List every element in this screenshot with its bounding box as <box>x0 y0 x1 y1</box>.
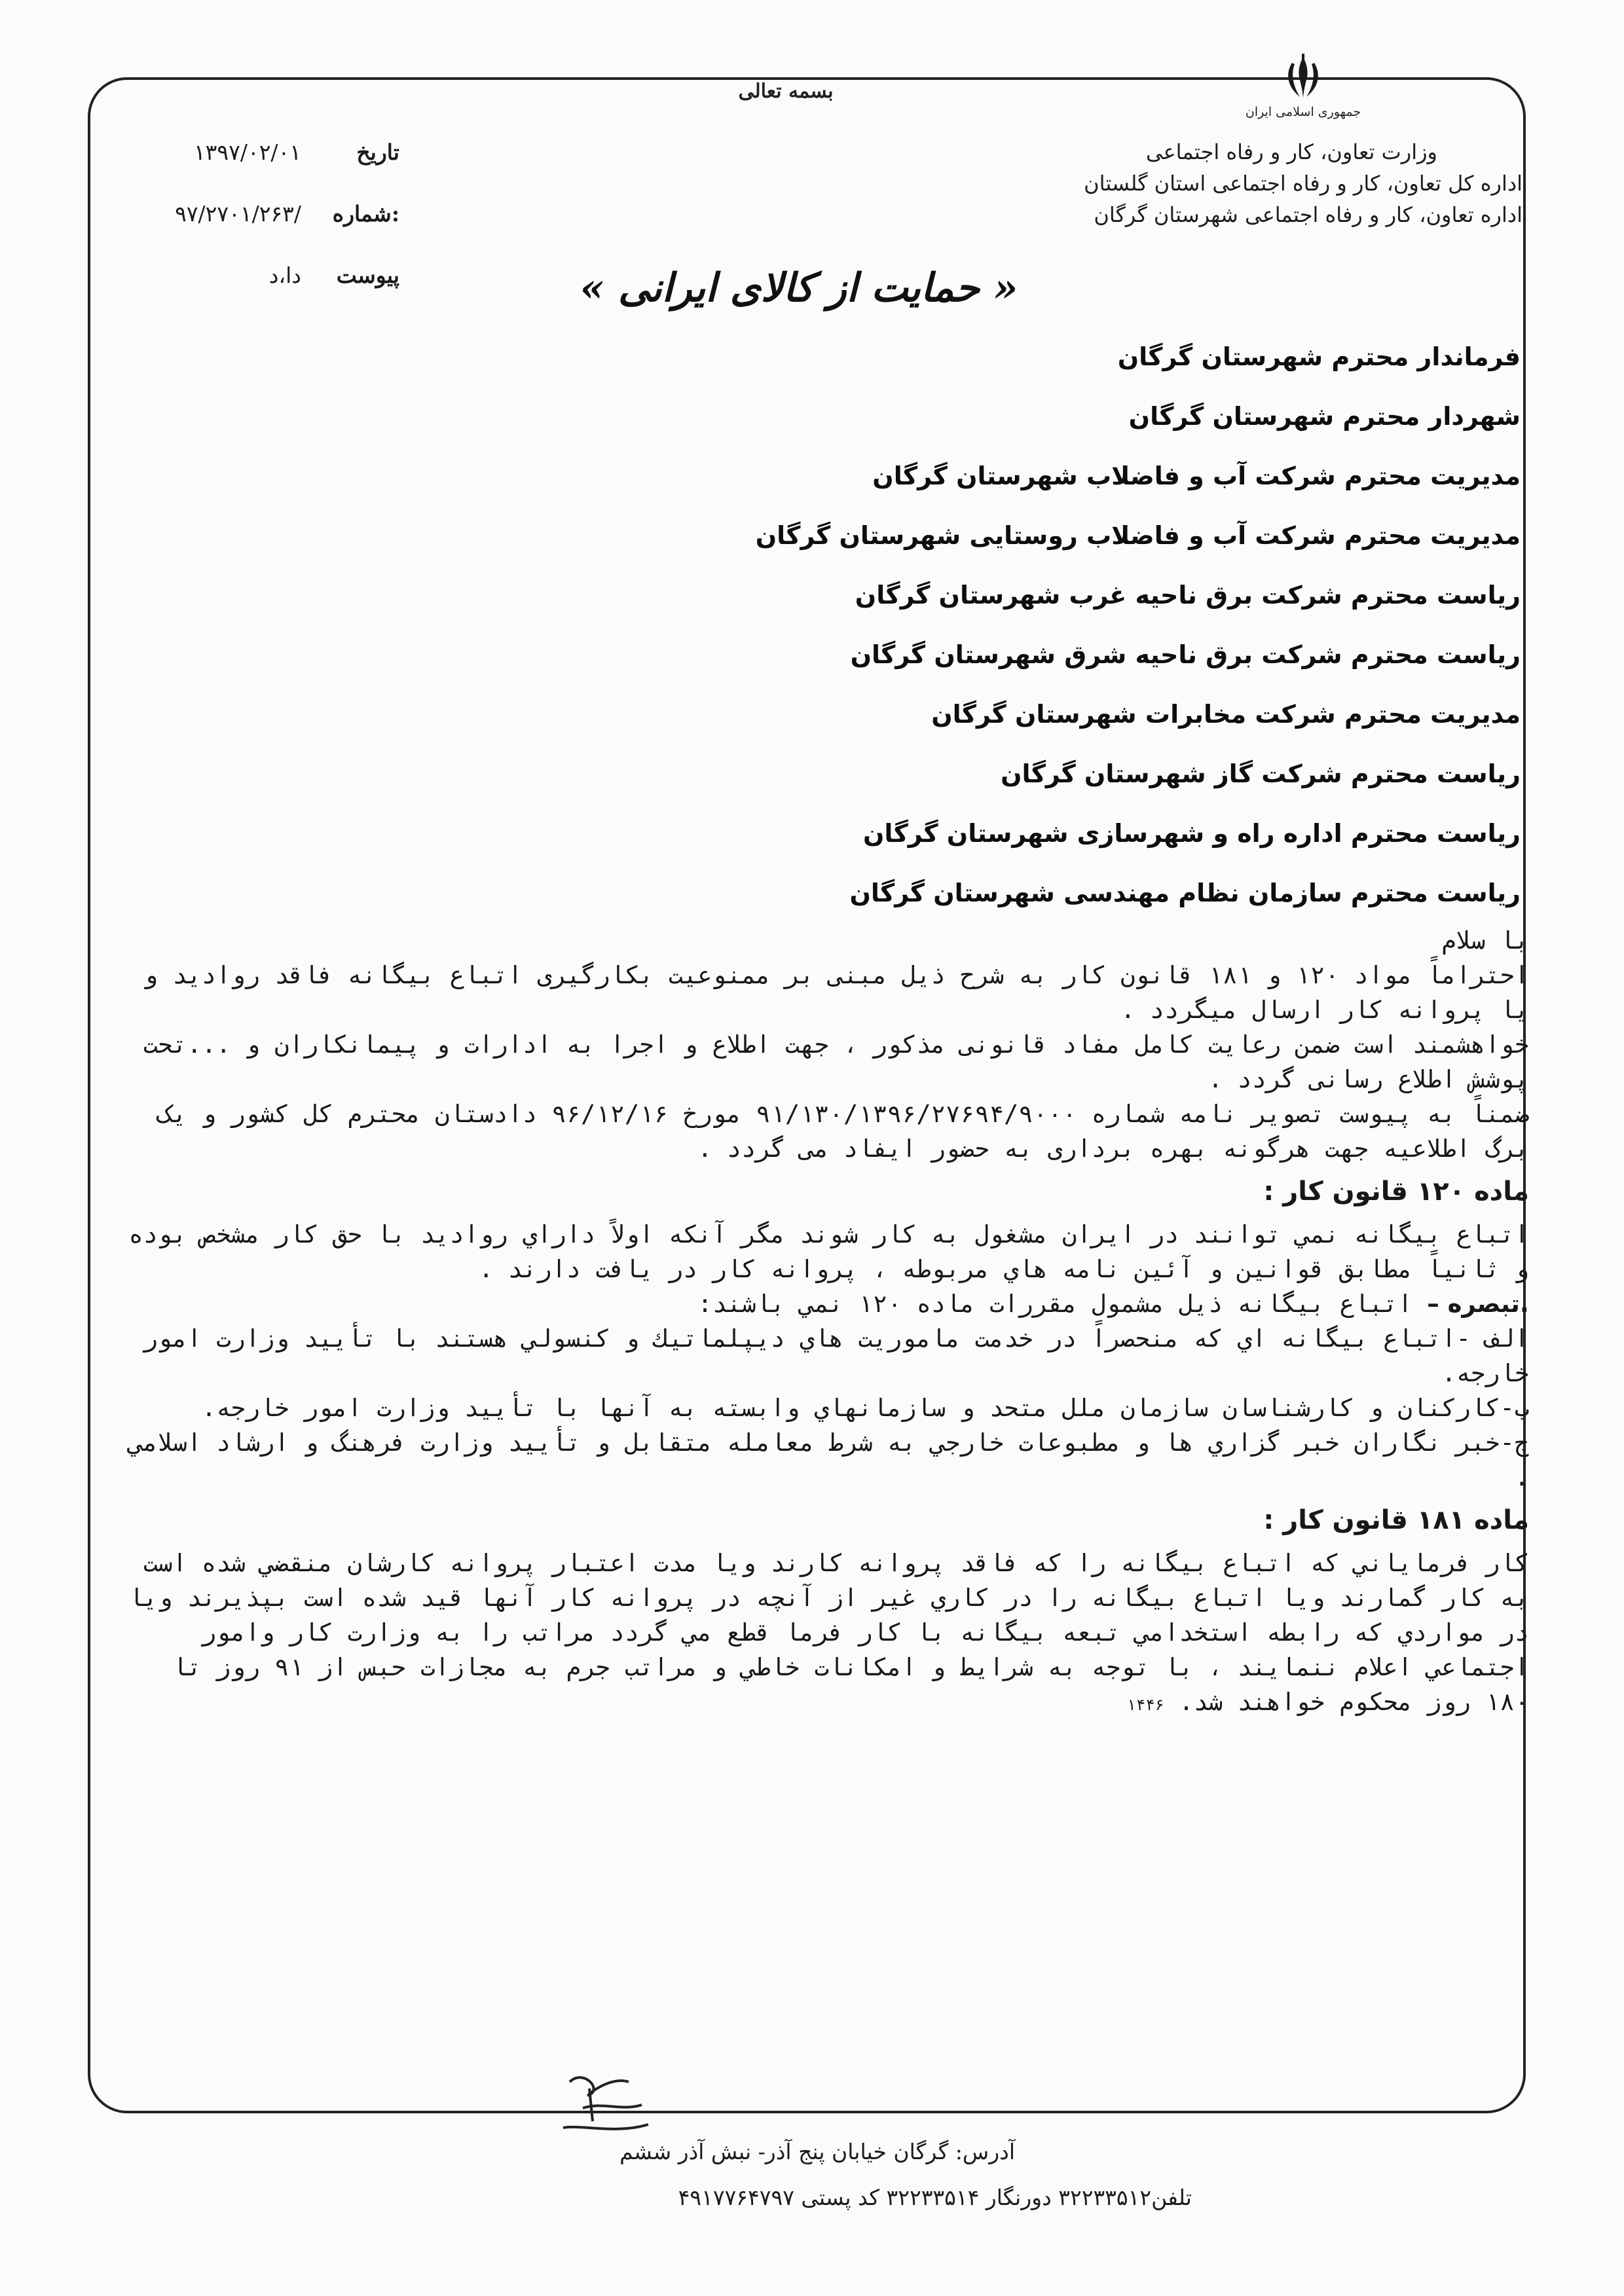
addressee: شهردار محترم شهرستان گرگان <box>1128 402 1521 431</box>
paragraph: ضمناً به پیوست تصویر نامه شماره ۹۱/۱۳۰/۱۳۹۶/۲۷۶۹۴/۹۰۰۰ مورخ ۹۶/۱۲/۱۶ دادستان محترم کل کشور و یک برگ اطلاعیه جهت هرگونه بهره برداری به حضور ایفاد می گردد . <box>158 1100 1529 1163</box>
emblem-icon <box>1280 54 1326 103</box>
footer-phones: تلفن۳۲۲۳۳۵۱۲ دورنگار ۳۲۲۳۳۵۱۴ کد پستی ۴۹۱۷۷۶۴۷۹۷ <box>678 2185 1192 2210</box>
basmala: بسمه تعالی <box>738 80 834 103</box>
ministry-line: اداره تعاون، کار و رفاه اجتماعی شهرستان گرگان <box>1094 202 1522 227</box>
addressee: مدیریت محترم شرکت آب و فاضلاب شهرستان گرگان <box>872 462 1521 490</box>
attachment-label: پیوست <box>336 262 399 288</box>
addressee: ریاست محترم سازمان نظام مهندسی شهرستان گرگان <box>849 879 1521 907</box>
paragraph: احتراماً مواد ۱۲۰ و ۱۸۱ قانون کار به شرح ذیل مبنی بر ممنوعیت بکارگیری اتباع بیگانه فاقد روادید و یا پروانه کار ارسال میگردد . <box>143 961 1529 1024</box>
article-181-body: كار فرماياني كه اتباع بيگانه را كه فاقد پروانه كارند ويا مدت اعتبار پروانه كارشان منقضي شده است به كار گمارند ويا اتباع بيگانه را در كاري غير از آنچه در پروانه كار آنها قيد شده است بپذيرند ويا در مواردي كه رابطه استخدامي تبعه بيگانه با كار فرما قطع مي گردد مراتب را به وزارت كار وامور اجتماعي اعلام ننمايند ، با توجه به شرايط و امكانات خاطي و مراتب جرم به مجازات حبس از ۹۱ روز تا ۱۸۰ روز محكوم خواهند شد. <box>128 1549 1529 1716</box>
article-181-text <box>121 1546 1529 1722</box>
note-text: اتباع بيگانه ذيل مشمول مقررات ماده ۱۲۰ نمي باشند: <box>697 1290 1412 1318</box>
addressee: ریاست محترم اداره راه و شهرسازی شهرستان گرگان <box>863 819 1521 848</box>
article-181-heading: ماده ۱۸۱ قانون کار : <box>1263 1505 1529 1535</box>
addressee: فرماندار محترم شهرستان گرگان <box>1117 342 1521 371</box>
note-item-c: ج-خبر نگاران خبر گزاري ها و مطبوعات خارجي به شرط معامله متقابل و تأييد وزارت فرهنگ و ارشاد اسلامي . <box>128 1429 1529 1491</box>
handwritten-number: ۱۴۴۶ <box>1126 1696 1165 1714</box>
addressee: ریاست محترم شرکت برق ناحیه غرب شهرستان گرگان <box>855 581 1521 610</box>
addressee: ریاست محترم شرکت گاز شهرستان گرگان <box>1001 759 1521 788</box>
note-item-b: ب-كاركنان و كارشناسان سازمان ملل متحد و سازمانهاي وابسته به آنها با تأييد وزارت امور خارجه. <box>201 1394 1529 1422</box>
addressee-list <box>604 327 1521 923</box>
note-label: .تبصره – <box>1427 1290 1529 1318</box>
article-120-heading: ماده ۱۲۰ قانون کار : <box>1263 1176 1529 1207</box>
greeting: با سلام <box>1441 926 1529 955</box>
article-120-text: اتباع بیگانه نمي توانند در ايران مشغول به كار شوند مگر آنكه اولاً داراي روادید با حق كار مشخص بوده و ثانياً مطابق قوانين و آئين نامه هاي مربوطه ، پروانه كار در يافت دارند . <box>128 1220 1529 1283</box>
attachment-row <box>124 244 399 306</box>
attachment-value: دا،د <box>268 262 301 288</box>
number-value: ۹۷/۲۷۰۱/۲۶۳/ <box>175 200 301 227</box>
date-row <box>124 121 399 183</box>
letter-meta <box>124 121 399 306</box>
note <box>121 1286 1529 1321</box>
ministry-header <box>933 136 1522 230</box>
addressee: ریاست محترم شرکت برق ناحیه شرق شهرستان گرگان <box>850 640 1521 669</box>
footer <box>458 2129 1192 2221</box>
footer-address: آدرس: گرگان خیابان پنج آذر- نبش آذر ششم <box>619 2139 1015 2164</box>
government-emblem <box>1231 54 1375 132</box>
addressee: مدیریت محترم شرکت مخابرات شهرستان گرگان <box>931 700 1521 729</box>
ministry-line: وزارت تعاون، کار و رفاه اجتماعی <box>1145 139 1437 164</box>
number-label: شماره: <box>332 200 399 227</box>
letter-body <box>121 923 1529 1722</box>
paragraph: خواهشمند است ضمن رعایت کامل مفاد قانونی مذکور ، جهت اطلاع و اجرا به ادارات و پیمانکاران و ...تحت پوشش اطلاع رسانی گردد . <box>143 1030 1529 1093</box>
date-value: ۱۳۹۷/۰۲/۰۱ <box>193 139 301 165</box>
slogan: « حمایت از کالای ایرانی » <box>580 265 1018 311</box>
ministry-line: اداره کل تعاون، کار و رفاه اجتماعی استان گلستان <box>1084 171 1522 196</box>
addressee: مدیریت محترم شرکت آب و فاضلاب روستایی شهرستان گرگان <box>755 521 1521 550</box>
number-row <box>124 183 399 244</box>
note-item-a: الف -اتباع بيگانه اي كه منحصراً در خدمت ماموريت هاي ديپلماتيك و كنسولي هستند با تأييد وزارت امور خارجه. <box>143 1324 1529 1387</box>
emblem-caption: جمهوری اسلامی ایران <box>1245 105 1361 119</box>
date-label: تاریخ <box>356 139 399 165</box>
